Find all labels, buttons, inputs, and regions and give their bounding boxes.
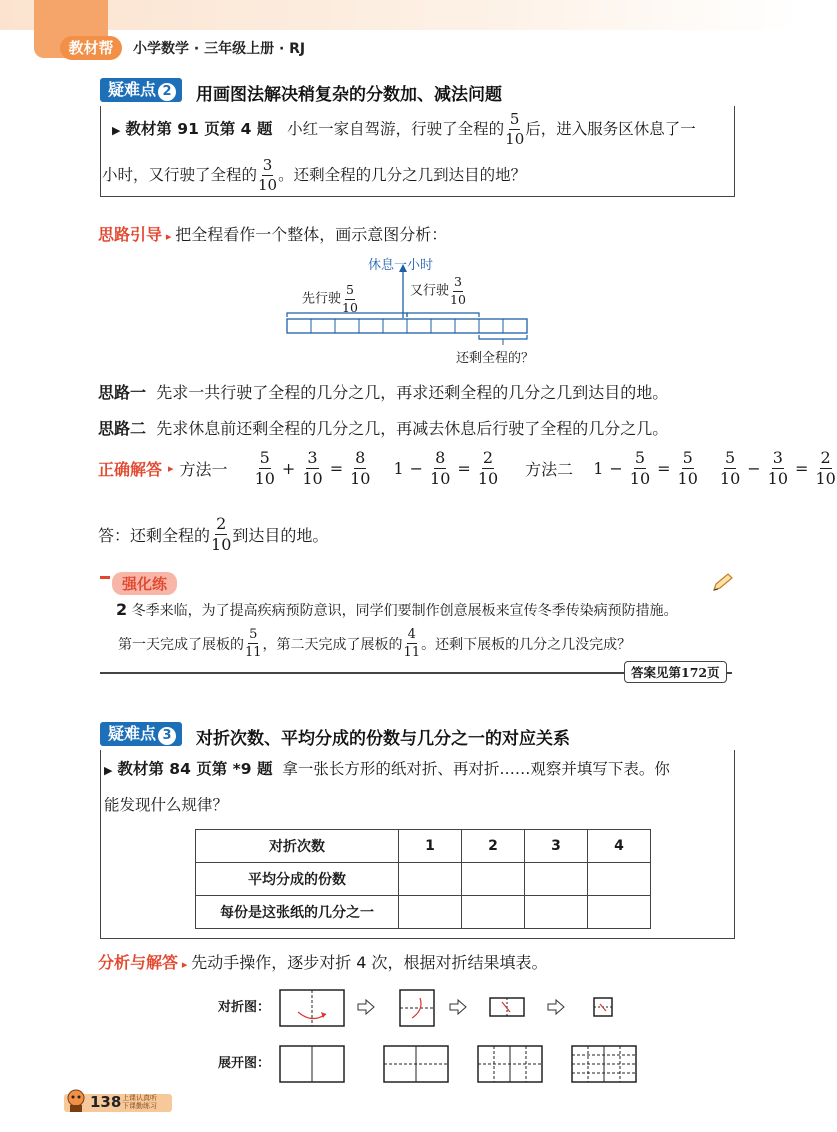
arrow-right-icon	[450, 1000, 466, 1014]
pencil-icon	[710, 572, 736, 594]
fold-label: 对折图：	[218, 1000, 271, 1015]
section3-title: 对折次数、平均分成的份数与几分之一的对应关系	[196, 729, 570, 749]
table-blank-cell[interactable]	[399, 896, 462, 929]
table-header-cell: 3	[525, 830, 588, 863]
first-drive-label: 先行驶 $\frac{5}{10}$	[302, 282, 358, 315]
table-row-label: 每份是这张纸的几分之一	[196, 896, 399, 929]
table-blank-cell[interactable]	[525, 896, 588, 929]
section3-question-line1: ▶ 教材第 84 页第 *9 题 拿一张长方形的纸对折、再对折……观察并填写下表。你	[104, 760, 670, 778]
book-title: 小学数学 · 三年级上册 · RJ	[133, 41, 306, 57]
table-blank-cell[interactable]	[588, 896, 651, 929]
practice-line1: 2 冬季来临，为了提高疾病预防意识，同学们要制作创意展板来宣传冬季传染病预防措施。	[116, 600, 678, 619]
practice-label: 强化练	[112, 572, 177, 595]
section2-tag: 疑难点 2	[100, 78, 182, 102]
idea1-row: 思路一 先求一共行驶了全程的几分之几，再求还剩全程的几分之几到达目的地。	[98, 383, 669, 402]
table-header-cell: 4	[588, 830, 651, 863]
table-row	[196, 863, 651, 896]
fold-diagrams	[276, 984, 636, 1034]
fold-step-1	[280, 990, 344, 1026]
section2-question-line1: ▶ 教材第 91 页第 4 题 小红一家自驾游，行驶了全程的 $\frac{5}{10}$ 后，进入服务区休息了一	[112, 110, 696, 148]
table-blank-cell[interactable]	[399, 863, 462, 896]
fold-step-2	[400, 990, 434, 1026]
table-blank-cell[interactable]	[462, 863, 525, 896]
idea2-row: 思路二 先求休息前还剩全程的几分之几，再减去休息后行驶了全程的几分之几。	[98, 419, 669, 438]
table-row	[196, 896, 651, 929]
final-answer: 答：还剩全程的 $\frac{2}{10}$ 到达目的地。	[98, 514, 329, 554]
table-header-cell: 对折次数	[196, 830, 399, 863]
brand-tab: 教材帮	[60, 36, 122, 60]
guide-row: 思路引导 ▸ 把全程看作一个整体，画示意图分析：	[98, 225, 448, 244]
table-row	[196, 830, 651, 863]
header-band	[0, 0, 800, 30]
arrow-right-icon	[548, 1000, 564, 1014]
remain-label: 还剩全程的？	[456, 351, 535, 366]
practice-line2: 第一天完成了展板的 $\frac{5}{11}$ ，第二天完成了展板的 $\frac{4}{11}$ 。还剩下展板的几分之几没完成？	[118, 627, 632, 660]
table-row-label: 平均分成的份数	[196, 863, 399, 896]
table-blank-cell[interactable]	[525, 863, 588, 896]
unfold-diagrams	[276, 1040, 646, 1090]
unfold-step-3	[478, 1046, 542, 1082]
mascot-icon	[62, 1086, 90, 1114]
unfold-step-1	[280, 1046, 344, 1082]
footer-slogan: 上课认真听 下课勤练习	[122, 1094, 157, 1110]
second-drive-label: 又行驶 $\frac{3}{10}$	[410, 274, 466, 307]
table-blank-cell[interactable]	[462, 896, 525, 929]
table-blank-cell[interactable]	[588, 863, 651, 896]
section3-tag: 疑难点 3	[100, 722, 182, 746]
page-number: 138	[90, 1093, 122, 1111]
table-header-cell: 2	[462, 830, 525, 863]
fold-table	[195, 829, 651, 929]
analysis-row: 分析与解答 ▸ 先动手操作，逐步对折 4 次，根据对折结果填表。	[98, 953, 548, 972]
guide-label: 思路引导	[98, 225, 163, 244]
diagram-bar	[287, 319, 527, 333]
table-header-cell: 1	[399, 830, 462, 863]
answer-reference: 答案见第172页	[624, 661, 727, 683]
section2-title: 用画图法解决稍复杂的分数加、减法问题	[196, 85, 502, 105]
section2-question-line2: 小时，又行驶了全程的 $\frac{3}{10}$ 。还剩全程的几分之几到达目的地？	[102, 156, 527, 194]
rest-label: 休息一小时	[368, 258, 434, 273]
unfold-label: 展开图：	[218, 1056, 271, 1071]
fold-step-4	[594, 998, 612, 1016]
section3-question-line2: 能发现什么规律？	[104, 796, 229, 814]
unfold-step-2	[384, 1046, 448, 1082]
arrow-right-icon	[358, 1000, 374, 1014]
answer-row: 正确解答 ▸ 方法一 $\frac{5}{10}$ + $\frac{3}{10}$ = $\frac{8}{10}$ 1 − $\frac{8}{10}$ = $\frac{2}{10}$ 方法二 1 − $\frac{5}{10}$ = $\frac{5}{10}$ $\frac{5}{10}$ − $\frac{3}{10}$ = $\frac{2}{10}$	[98, 448, 836, 488]
practice-mark	[100, 576, 110, 579]
unfold-step-4	[572, 1046, 636, 1082]
fold-step-3	[490, 998, 524, 1016]
